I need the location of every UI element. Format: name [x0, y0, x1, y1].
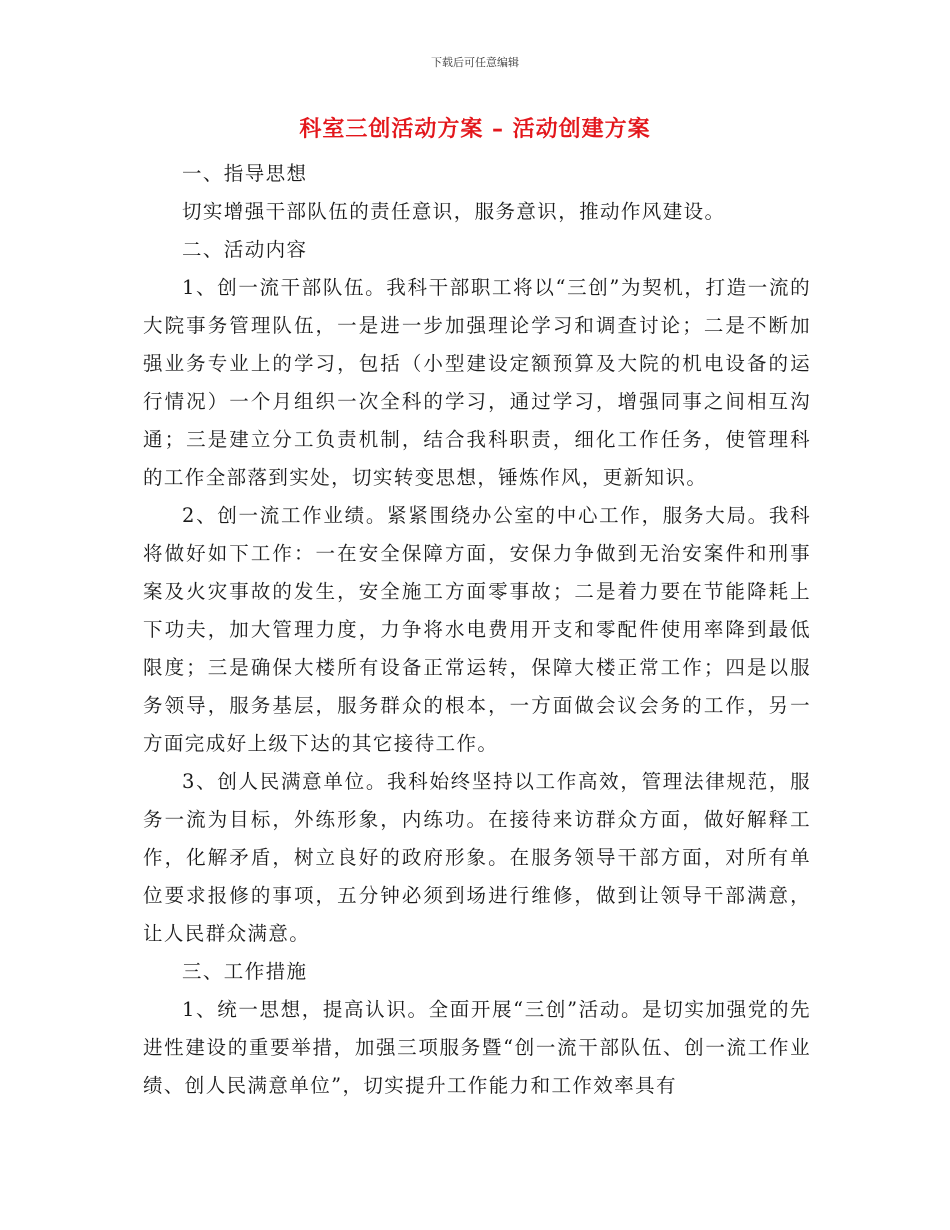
section-heading: 三、工作措施 [182, 960, 308, 983]
section-heading: 一、指导思想 [182, 162, 308, 185]
document-body [143, 155, 811, 1105]
paragraph: 2、创一流工作业绩。紧紧围绕办公室的中心工作，服务大局。我科将做好如下工作：一在安全保障方面，安保力争做到无治安案件和刑事案及火灾事故的发生，安全施工方面零事故；二是着力要在节能降耗上下功夫，加大管理力度，力争将水电费用开支和零配件使用率降到最低限度；三是确保大楼所有设备正常运转，保障大楼正常工作；四是以服务领导，服务基层，服务群众的根本，一方面做会议会务的工作，另一方面完成好上级下达的其它接待工作。 [143, 504, 811, 755]
paragraph: 切实增强干部队伍的责任意识，服务意识，推动作风建设。 [182, 200, 726, 223]
section-heading: 二、活动内容 [182, 238, 308, 261]
document-title: 科室三创活动方案 – 活动创建方案 [299, 117, 651, 142]
header-note: 下载后可任意编辑 [431, 56, 519, 69]
paragraph: 1、创一流干部队伍。我科干部职工将以“三创”为契机，打造一流的大院事务管理队伍，一是进一步加强理论学习和调查讨论；二是不断加强业务专业上的学习，包括（小型建设定额预算及大院的机电设备的运行情况）一个月组织一次全科的学习，通过学习，增强同事之间相互沟通；三是建立分工负责机制，结合我科职责，细化工作任务，使管理科的工作全部落到实处，切实转变思想，锤炼作风，更新知识。 [143, 276, 811, 489]
paragraph: 3、创人民满意单位。我科始终坚持以工作高效，管理法律规范，服务一流为目标，外练形象，内练功。在接待来访群众方面，做好解释工作，化解矛盾，树立良好的政府形象。在服务领导干部方面，对所有单位要求报修的事项，五分钟必须到场进行维修，做到让领导干部满意，让人民群众满意。 [143, 770, 811, 945]
paragraph: 1、统一思想，提高认识。全面开展“三创”活动。是切实加强党的先进性建设的重要举措，加强三项服务暨“创一流干部队伍、创一流工作业绩、创人民满意单位”，切实提升工作能力和工作效率具有 [143, 998, 811, 1097]
